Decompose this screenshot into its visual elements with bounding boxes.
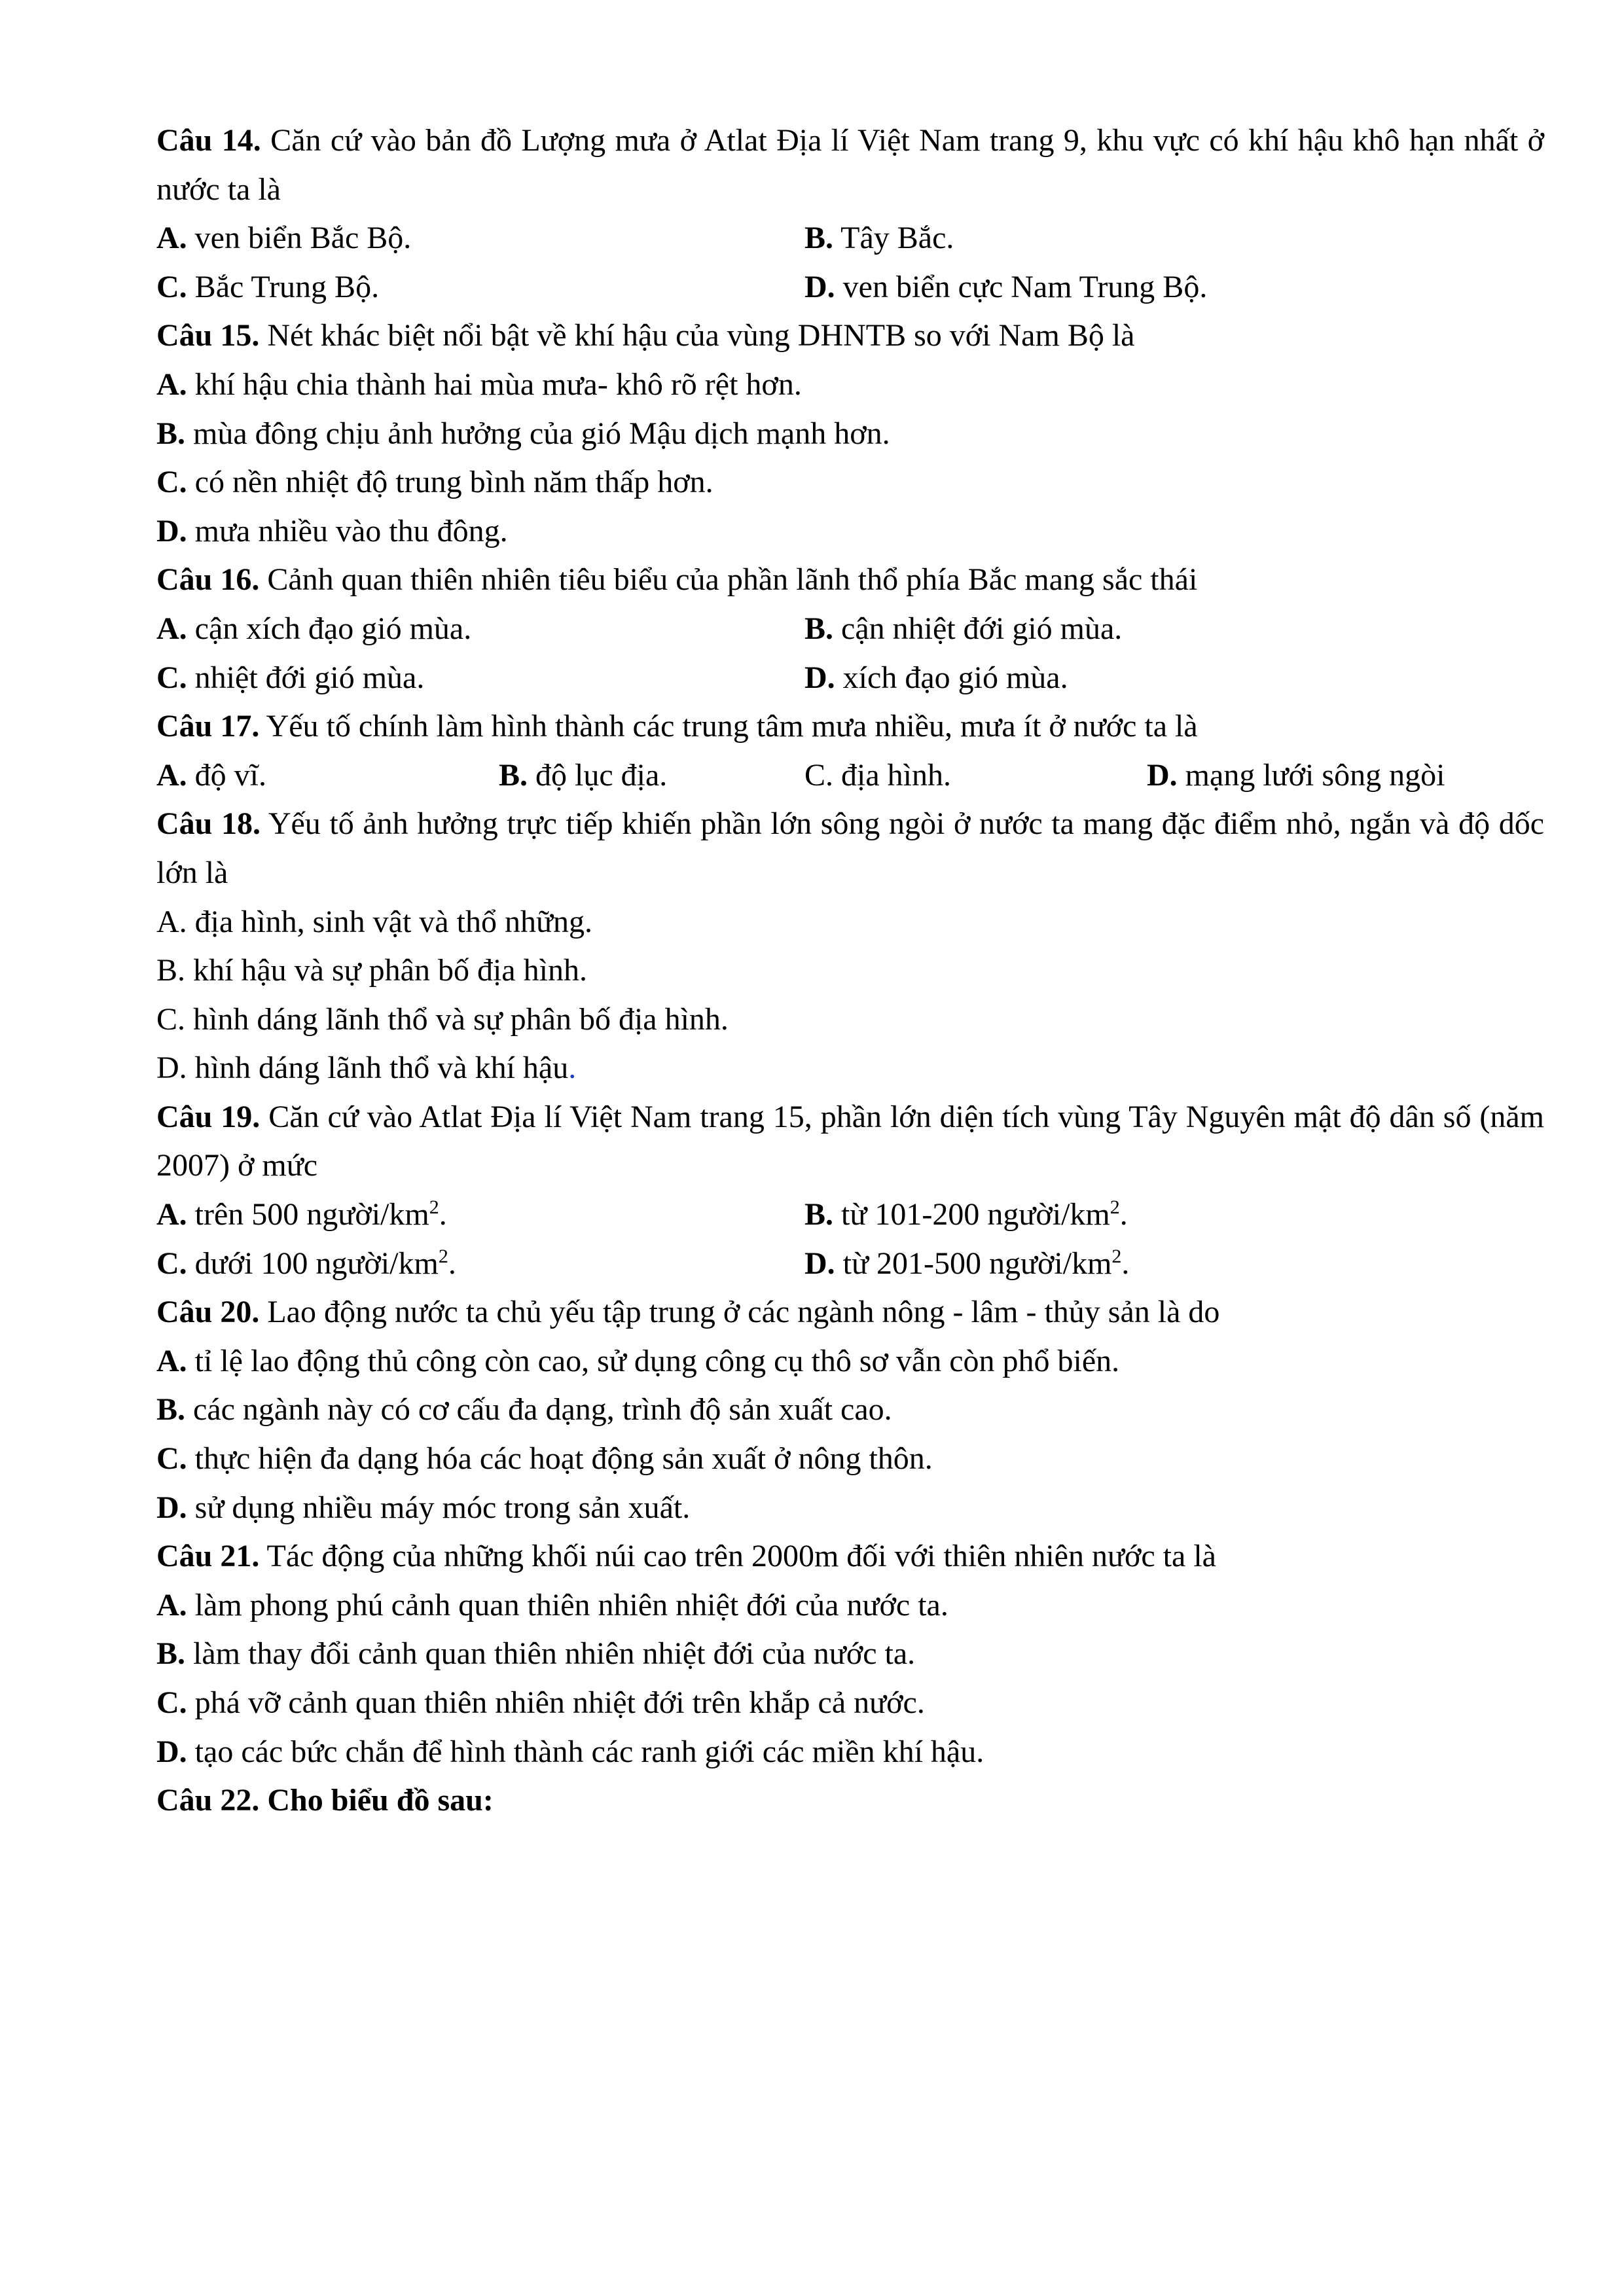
option-text: mùa đông chịu ảnh hưởng của gió Mậu dịch mạnh hơn. [193, 416, 890, 451]
option-text: từ 101-200 người/km [841, 1197, 1110, 1232]
option-label: D. [804, 1246, 835, 1281]
option-label: D. [1147, 757, 1178, 793]
question-stem: Cảnh quan thiên nhiên tiêu biểu của phần lãnh thổ phía Bắc mang sắc thái [267, 562, 1198, 598]
option-text: có nền nhiệt độ trung bình năm thấp hơn. [194, 465, 713, 500]
options-row [156, 214, 1544, 263]
option-text: hình dáng lãnh thổ và khí hậu [194, 1050, 569, 1086]
option-text: địa hình. [841, 757, 951, 793]
option-c [156, 1435, 1544, 1484]
option-a [156, 214, 411, 263]
option-c [156, 458, 1544, 507]
option-text: Bắc Trung Bộ. [194, 269, 380, 304]
option-text: các ngành này có cơ cấu đa dạng, trình độ sản xuất cao. [193, 1392, 892, 1427]
option-b [156, 1630, 1544, 1679]
option-text: làm thay đổi cảnh quan thiên nhiên nhiệt đới của nước ta. [193, 1636, 916, 1672]
question-19 [156, 1093, 1544, 1191]
superscript: 2 [438, 1245, 448, 1267]
option-label: A. [156, 367, 187, 402]
option-text: khí hậu và sự phân bố địa hình. [193, 953, 587, 988]
option-label: B. [804, 611, 834, 646]
option-text: . [448, 1246, 456, 1281]
option-text: B. [156, 953, 186, 988]
option-a [156, 361, 1544, 410]
options-row [156, 654, 1544, 703]
option-text: tạo các bức chắn để hình thành các ranh giới các miền khí hậu. [194, 1734, 984, 1769]
option-text: mưa nhiều vào thu đông. [194, 513, 508, 548]
option-text: . [439, 1197, 447, 1232]
question-17 [156, 702, 1544, 751]
option-label: C. [156, 1246, 187, 1281]
option-label: A. [156, 611, 187, 646]
question-21 [156, 1532, 1544, 1581]
option-text: mạng lưới sông ngòi [1185, 757, 1445, 793]
question-number: Câu 14. [156, 123, 261, 158]
option-b [804, 214, 954, 263]
superscript: 2 [1111, 1245, 1122, 1267]
question-number: Câu 21. [156, 1539, 260, 1574]
option-text: ven biển cực Nam Trung Bộ. [842, 269, 1208, 304]
option-text: C. [156, 1001, 186, 1037]
superscript: 2 [1110, 1196, 1120, 1219]
question-stem: Tác động của những khối núi cao trên 2000m đối với thiên nhiên nước ta là [266, 1539, 1216, 1574]
option-c [156, 654, 424, 703]
option-text: địa hình, sinh vật và thổ những. [194, 904, 592, 939]
options-row [156, 1191, 1544, 1240]
option-label: B. [156, 416, 186, 451]
option-label: C. [156, 660, 187, 695]
option-text: độ vĩ. [194, 757, 267, 793]
option-d [1147, 751, 1445, 800]
option-a [156, 1191, 447, 1240]
option-text: Tây Bắc. [840, 221, 954, 256]
option-label: A. [156, 221, 187, 256]
question-number: Câu 18. [156, 806, 261, 842]
option-text: thực hiện đa dạng hóa các hoạt động sản xuất ở nông thôn. [194, 1441, 933, 1477]
option-text: phá vỡ cảnh quan thiên nhiên nhiệt đới trên khắp cả nước. [194, 1685, 925, 1720]
option-b [156, 946, 1544, 996]
option-text: xích đạo gió mùa. [842, 660, 1068, 695]
question-20 [156, 1288, 1544, 1337]
option-c [156, 263, 379, 312]
option-label: C. [156, 269, 187, 304]
option-d [804, 654, 1068, 703]
option-c [156, 1679, 1544, 1728]
question-stem: Nét khác biệt nổi bật về khí hậu của vùng DHNTB so với Nam Bộ là [267, 318, 1135, 353]
option-d [804, 263, 1207, 312]
option-label: A. [156, 757, 187, 793]
option-label: A. [156, 1343, 187, 1378]
option-text: C. [804, 757, 834, 793]
option-text: cận nhiệt đới gió mùa. [841, 611, 1123, 646]
option-text: cận xích đạo gió mùa. [194, 611, 472, 646]
option-label: C. [156, 465, 187, 500]
option-d [156, 1044, 1544, 1093]
question-number: Câu 17. [156, 709, 260, 744]
option-c [804, 751, 951, 800]
option-label: D. [156, 1734, 187, 1769]
superscript: 2 [429, 1196, 439, 1219]
option-d [804, 1240, 1129, 1289]
options-row [156, 605, 1544, 654]
option-text: sử dụng nhiều máy móc trong sản xuất. [194, 1490, 691, 1525]
question-number: Câu 20. [156, 1295, 260, 1330]
option-label: D. [156, 513, 187, 548]
option-c [156, 996, 1544, 1045]
option-text: D. [156, 1050, 187, 1086]
option-label: A. [156, 1197, 187, 1232]
question-15 [156, 312, 1544, 361]
option-text: A. [156, 904, 187, 939]
question-22 [156, 1776, 1544, 1825]
question-16 [156, 556, 1544, 605]
option-label: C. [156, 1441, 187, 1477]
option-b [156, 410, 1544, 459]
question-stem: Căn cứ vào bản đồ Lượng mưa ở Atlat Địa lí Việt Nam trang 9, khu vực có khí hậu khô hạn nhất ở nước ta là [156, 123, 1545, 207]
option-text: độ lục địa. [535, 757, 668, 793]
question-stem: Căn cứ vào Atlat Địa lí Việt Nam trang 15, phần lớn diện tích vùng Tây Nguyên mật độ dân số (năm 2007) ở mức [156, 1099, 1545, 1183]
option-b [499, 751, 667, 800]
option-text: dưới 100 người/km [194, 1246, 439, 1281]
option-a [156, 605, 471, 654]
option-a [156, 898, 1544, 947]
option-label: A. [156, 1587, 187, 1623]
option-label: B. [156, 1636, 186, 1672]
option-label: B. [804, 1197, 834, 1232]
option-text: từ 201-500 người/km [842, 1246, 1112, 1281]
options-row [156, 263, 1544, 312]
option-b [804, 1191, 1128, 1240]
option-text: nhiệt đới gió mùa. [194, 660, 425, 695]
exam-page [156, 117, 1544, 1825]
option-text: . [1121, 1246, 1130, 1281]
question-18 [156, 800, 1544, 897]
option-a [156, 1581, 1544, 1630]
question-number: Câu 16. [156, 562, 260, 598]
option-text: trên 500 người/km [194, 1197, 429, 1232]
option-a [156, 751, 266, 800]
options-row [156, 751, 1544, 800]
option-text: ven biển Bắc Bộ. [194, 221, 412, 256]
option-text: làm phong phú cảnh quan thiên nhiên nhiệt đới của nước ta. [194, 1587, 948, 1623]
option-d [156, 507, 1544, 556]
question-number: Câu 22. [156, 1783, 260, 1818]
option-text: . [1119, 1197, 1128, 1232]
option-text: khí hậu chia thành hai mùa mưa- khô rõ rệt hơn. [194, 367, 802, 402]
option-c [156, 1240, 456, 1289]
question-stem: Yếu tố chính làm hình thành các trung tâm mưa nhiều, mưa ít ở nước ta là [266, 709, 1198, 744]
option-text: . [568, 1050, 577, 1086]
option-label: B. [499, 757, 528, 793]
question-stem: Cho biểu đồ sau: [267, 1783, 494, 1818]
options-row [156, 1240, 1544, 1289]
option-label: B. [804, 221, 834, 256]
question-14 [156, 117, 1544, 214]
question-stem: Lao động nước ta chủ yếu tập trung ở các ngành nông - lâm - thủy sản là do [267, 1295, 1220, 1330]
option-d [156, 1728, 1544, 1777]
option-label: D. [804, 660, 835, 695]
option-b [804, 605, 1122, 654]
option-label: D. [804, 269, 835, 304]
option-label: B. [156, 1392, 186, 1427]
question-number: Câu 19. [156, 1099, 261, 1134]
option-b [156, 1386, 1544, 1435]
question-number: Câu 15. [156, 318, 260, 353]
option-text: hình dáng lãnh thổ và sự phân bố địa hình. [193, 1001, 729, 1037]
question-stem: Yếu tố ảnh hưởng trực tiếp khiến phần lớn sông ngòi ở nước ta mang đặc điểm nhỏ, ngắn và độ dốc lớn là [156, 806, 1545, 890]
option-label: C. [156, 1685, 187, 1720]
option-label: D. [156, 1490, 187, 1525]
option-a [156, 1337, 1544, 1386]
option-text: tỉ lệ lao động thủ công còn cao, sử dụng công cụ thô sơ vẫn còn phổ biến. [194, 1343, 1120, 1378]
option-d [156, 1484, 1544, 1533]
